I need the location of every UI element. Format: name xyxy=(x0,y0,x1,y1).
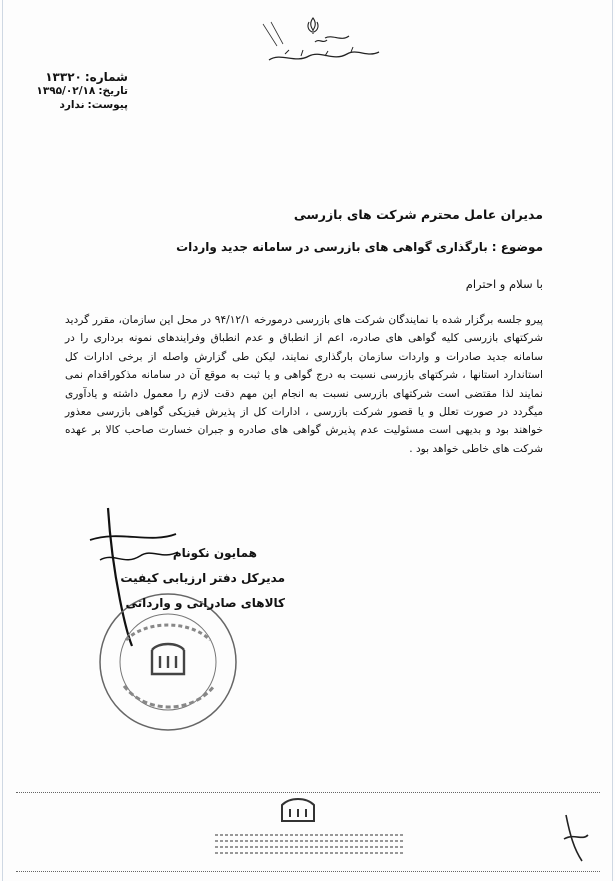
date-value: ۱۳۹۵/۰۲/۱۸ xyxy=(36,85,96,97)
footer-line xyxy=(215,846,405,848)
reference-block xyxy=(18,70,128,112)
reference-number xyxy=(18,70,128,84)
reference-date xyxy=(18,84,128,98)
footer-line xyxy=(215,840,405,842)
page-edge-line xyxy=(2,0,3,881)
signature-block xyxy=(120,541,285,616)
reference-attachment xyxy=(18,98,128,112)
subject-text: بارگذاری گواهی های بازرسی در سامانه جدید واردات xyxy=(176,240,488,254)
footer-initial-icon xyxy=(560,805,590,865)
footer-line xyxy=(215,852,405,854)
letterhead xyxy=(255,12,385,70)
number-label: شماره: xyxy=(84,70,128,84)
addressee: مدیران عامل محترم شرکت های بازرسی xyxy=(293,207,543,222)
greeting: با سلام و احترام xyxy=(465,277,543,291)
page-edge-line xyxy=(612,0,613,881)
attachment-label: پیوست: xyxy=(87,99,128,111)
footer-address-lines xyxy=(215,830,405,858)
signatory-title-line1: مدیرکل دفتر ارزیابی کیفیت xyxy=(120,571,285,585)
footer-line xyxy=(215,834,405,836)
attachment-value: ندارد xyxy=(59,99,85,111)
subject-label: موضوع : xyxy=(491,240,543,254)
signatory-title-line2: کالاهای صادراتی و وارداتی xyxy=(125,596,285,610)
letterhead-emblem-icon xyxy=(255,12,385,70)
letter-body xyxy=(65,311,543,458)
signatory-name: همایون نکونام xyxy=(172,546,257,560)
date-label: تاریخ: xyxy=(98,85,128,97)
number-value: ۱۳۳۲۰ xyxy=(45,70,82,84)
standard-logo-icon xyxy=(278,795,318,825)
body-paragraph: پیرو جلسه برگزار شده با نمایندگان شرکت های بازرسی درمورخه ۹۴/۱۲/۱ در محل این سازمان، مقرر گردید شرکتهای بازرسی کلیه گواهی های صادره، اعم از انطباق و عدم انطباق وفرایندهای نمونه برداری را در سامانه جدید صادرات و واردات سازمان بارگذاری نمایند، لیکن طی گزارش واصله از برخی ادارات کل استاندارد استانها ، شرکتهای بازرسی نسبت به درج گواهی و یا ثبت به موقع آن در سامانه مذکوراقدام نمی نمایند لذا مقتضی است شرکتهای بازرسی نسبت به انجام این مهم دقت لازم را معمول داشته و یادآوری میگردد در صورت تعلل و یا قصور شرکت بازرسی ، ادارات کل از پذیرش فیزیکی گواهی بازرسی معذور خواهند بود و بدیهی است مسئولیت عدم پذیرش گواهی های صادره و جبران خسارت صاحب کالا بر عهده شرکت های خاطی خواهد بود . xyxy=(65,314,543,455)
subject-line xyxy=(176,240,543,254)
